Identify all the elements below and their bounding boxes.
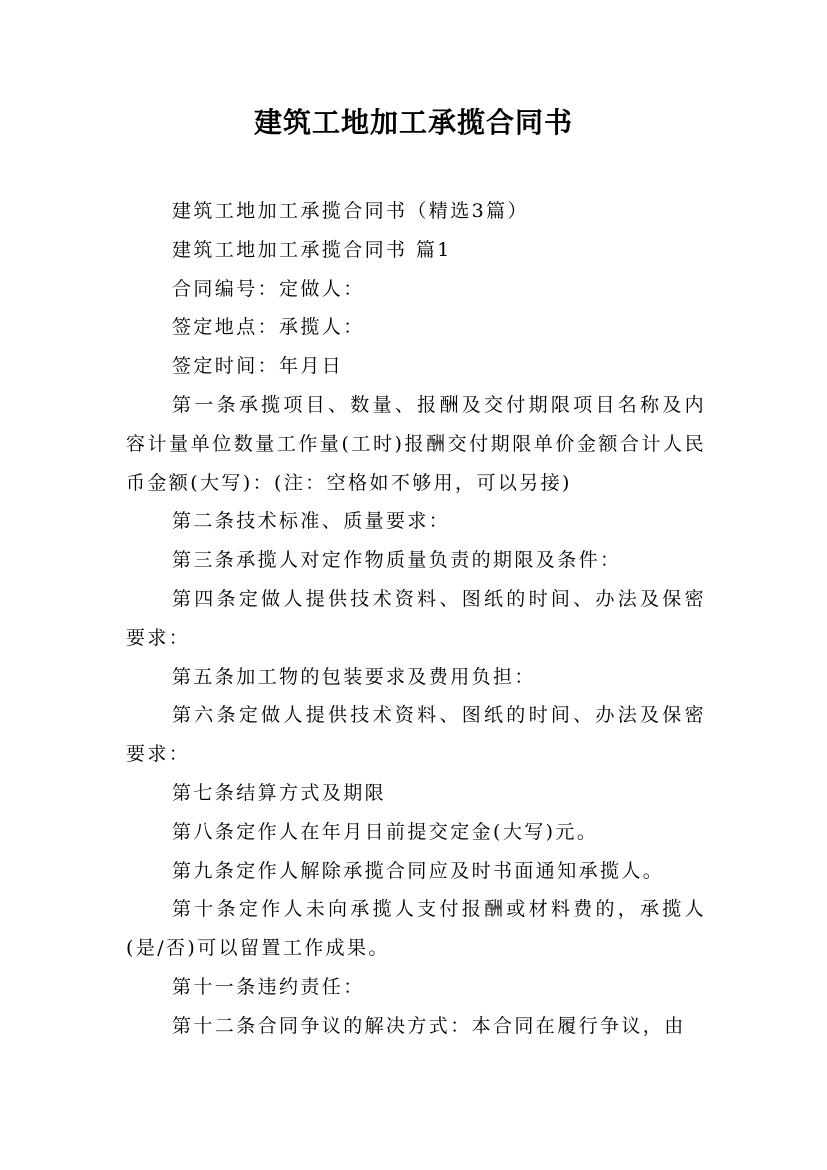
paragraph: 第十条定作人未向承揽人支付报酬或材料费的，承揽人(是/否)可以留置工作成果。	[126, 898, 706, 960]
document-body	[126, 192, 706, 1046]
paragraph: 第六条定做人提供技术资料、图纸的时间、办法及保密要求：	[126, 704, 706, 766]
paragraph: 第九条定作人解除承揽合同应及时书面通知承揽人。	[172, 859, 665, 882]
paragraph: 建筑工地加工承揽合同书（精选3篇）	[172, 200, 529, 222]
paragraph: 第十一条违约责任：	[172, 975, 365, 998]
paragraph: 第二条技术标准、质量要求：	[172, 510, 451, 533]
paragraph: 第七条结算方式及期限	[172, 781, 387, 804]
paragraph: 签定时间：年月日	[172, 355, 344, 378]
paragraph: 建筑工地加工承揽合同书 篇1	[172, 238, 452, 261]
document-title: 建筑工地加工承揽合同书	[253, 106, 573, 139]
paragraph: 签定地点：承揽人：	[172, 316, 365, 339]
paragraph: 第八条定作人在年月日前提交定金(大写)元。	[172, 820, 599, 843]
paragraph: 第一条承揽项目、数量、报酬及交付期限项目名称及内容计量单位数量工作量(工时)报酬交付期限单价金额合计人民币金额(大写)：(注：空格如不够用，可以另接)	[126, 393, 706, 494]
paragraph: 第五条加工物的包装要求及费用负担：	[172, 665, 536, 688]
paragraph: 第十二条合同争议的解决方式：本合同在履行争议，由	[172, 1014, 686, 1037]
paragraph: 第三条承揽人对定作物质量负责的期限及条件：	[172, 549, 622, 572]
paragraph: 合同编号：定做人：	[172, 277, 365, 300]
paragraph: 第四条定做人提供技术资料、图纸的时间、办法及保密要求：	[126, 587, 706, 649]
